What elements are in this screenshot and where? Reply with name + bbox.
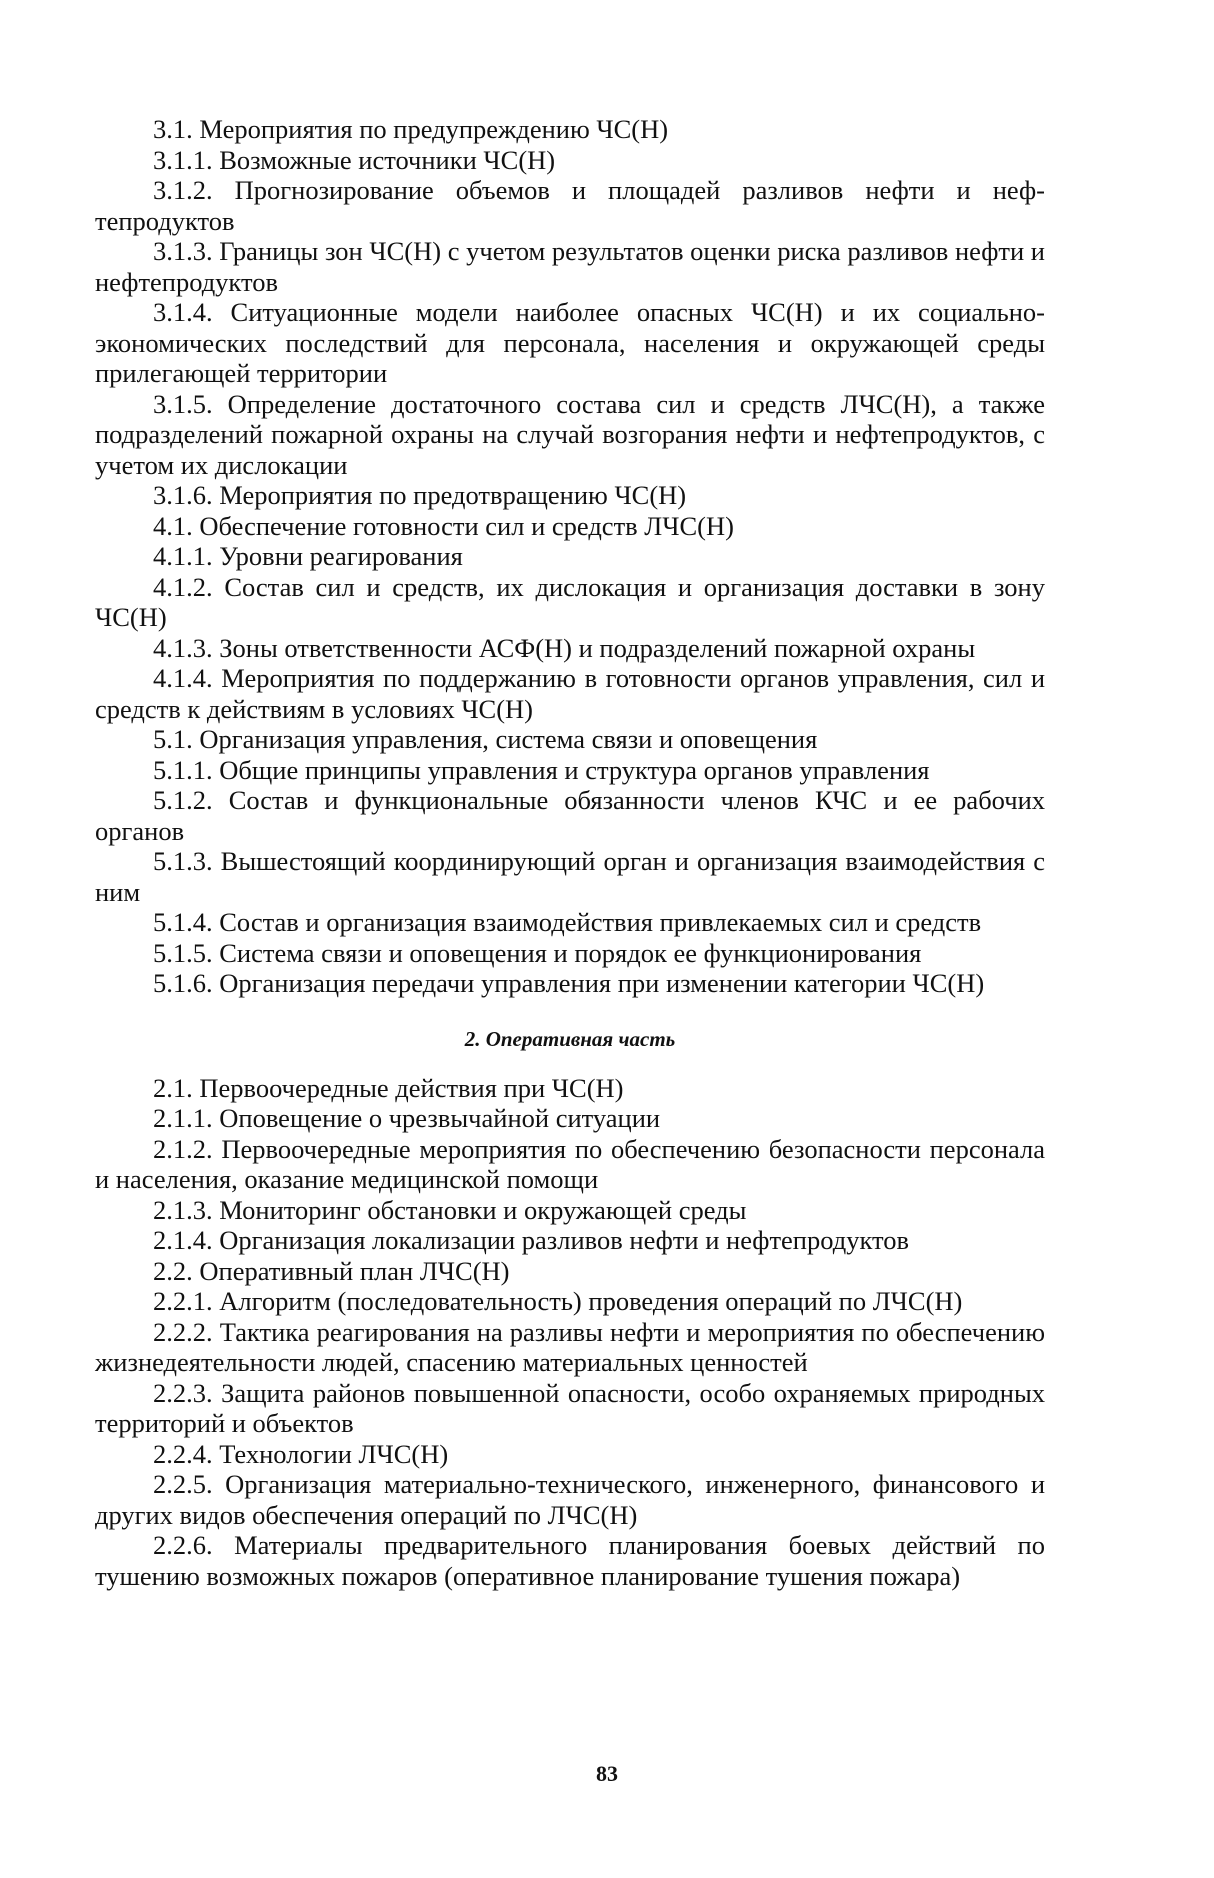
outline-item: 3.1.6. Мероприятия по предотвращению ЧС(Н) [153,480,687,510]
outline-item: 4.1.1. Уровни реагирования [153,541,463,571]
outline-item: 2.1.3. Мониторинг обстановки и окружающей среды [153,1194,747,1225]
outline-item: 4.1.4. Мероприятия по поддержанию в готовности органов управления, сил и средств к действиям в условиях ЧС(Н) [95,663,1045,724]
outline-item: 5.1. Организация управления, система связи и оповещения [153,724,818,754]
outline-item: 5.1.5. Система связи и оповещения и порядок ее функционирования [153,937,922,968]
outline-item: 3.1.3. Границы зон ЧС(Н) с учетом результатов оценки риска разливов нефти и нефтепродуктов [95,236,1045,297]
outline-item: 2.2.5. Организация материально-технического, инженерного, финансового и других видов обеспечения операций по ЛЧС(Н) [95,1469,1045,1530]
outline-item: 2.1.2. Первоочередные мероприятия по обеспечению безопасности персонала и населения, оказание медицинской помощи [95,1133,1045,1194]
outline-item: 2.1.1. Оповещение о чрезвычайной ситуации [153,1103,661,1133]
outline-item: 4.1.2. Состав сил и средств, их дислокация и организация доставки в зону ЧС(Н) [95,571,1045,632]
outline-item: 2.1.4. Организация локализации разливов нефти и нефтепродуктов [153,1225,909,1255]
page-number: 83 [596,1761,618,1786]
outline-item: 3.1.2. Прогнозирование объемов и площадей разливов нефти и нефтепродуктов [95,175,1045,236]
outline-item: 3.1.4. Ситуационные модели наиболее опасных ЧС(Н) и их социально-экономических последствий для персонала, населения и окружающей среды прилегающей территории [95,297,1045,388]
contents-list [95,114,1045,1591]
section-heading: 2. Оперативная часть [464,1026,676,1051]
outline-item: 5.1.4. Состав и организация взаимодействия привлекаемых сил и средств [153,907,982,937]
section-3-5-items [95,114,1045,999]
outline-item: 3.1.5. Определение достаточного состава сил и средств ЛЧС(Н), а также подразделений пожарной охраны на случай возгорания нефти и нефтепродуктов, с учетом их дислокации [95,388,1045,480]
section-2-items [95,1073,1045,1592]
outline-item: 3.1. Мероприятия по предупреждению ЧС(Н) [153,114,669,144]
outline-item: 5.1.1. Общие принципы управления и структура органов управления [153,754,930,785]
outline-item: 4.1.3. Зоны ответственности АСФ(Н) и подразделений пожарной охраны [153,632,976,663]
outline-item: 2.2.6. Материалы предварительного планирования боевых действий по тушению возможных пожаров (оперативное планирование тушения пожара) [95,1530,1045,1591]
outline-item: 2.2.2. Тактика реагирования на разливы нефти и мероприятия по обеспечению жизнедеятельности людей, спасению материальных ценностей [95,1316,1045,1377]
outline-item: 2.2.3. Защита районов повышенной опасности, особо охраняемых природных территорий и объектов [95,1377,1045,1438]
outline-item: 2.2.1. Алгоритм (последовательность) проведения операций по ЛЧС(Н) [153,1286,963,1316]
outline-item: 5.1.3. Вышестоящий координирующий орган и организация взаимодействия с ним [95,846,1045,907]
outline-item: 4.1. Обеспечение готовности сил и средств ЛЧС(Н) [153,510,734,541]
outline-item: 5.1.6. Организация передачи управления при изменении категории ЧС(Н) [153,968,985,998]
outline-item: 3.1.1. Возможные источники ЧС(Н) [153,144,556,175]
outline-item: 2.1. Первоочередные действия при ЧС(Н) [153,1072,624,1103]
outline-item: 2.2. Оперативный план ЛЧС(Н) [153,1255,510,1286]
outline-item: 5.1.2. Состав и функциональные обязанности членов КЧС и ее рабочих органов [95,785,1045,846]
outline-item: 2.2.4. Технологии ЛЧС(Н) [153,1438,449,1469]
